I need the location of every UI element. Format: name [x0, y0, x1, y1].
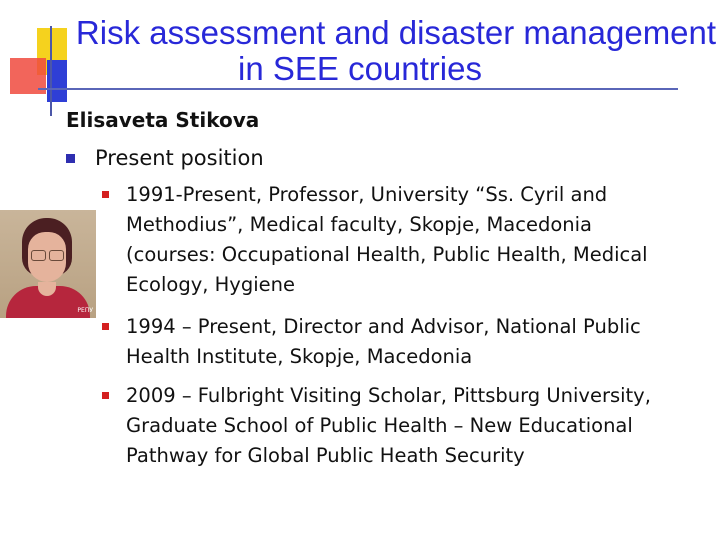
list-item-text: 1994 – Present, Director and Advisor, National Public Health Institute, Skopje, Macedonia — [126, 315, 641, 368]
list-item — [102, 381, 672, 471]
list-item — [102, 180, 672, 300]
slide-title-line1: Risk assessment and disaster management — [75, 14, 717, 51]
square-bullet-icon — [102, 323, 109, 330]
list-item-text: 1991-Present, Professor, University “Ss. Cyril and Methodius”, Medical faculty, Skopje, Macedonia (courses: Occupational Health, Public Health, Medical Ecology, Hygiene — [126, 183, 648, 296]
square-bullet-icon — [66, 154, 75, 163]
square-bullet-icon — [102, 392, 109, 399]
list-item-text: 2009 – Fulbright Visiting Scholar, Pittsburg University, Graduate School of Public Health – New Educational Pathway for Global Public Heath Security — [126, 384, 651, 467]
portrait-photo — [0, 210, 96, 318]
slide-title-line2: in SEE countries — [238, 50, 482, 87]
photo-tag: РЕПУ — [77, 307, 93, 314]
title-underline — [38, 88, 678, 90]
square-bullet-icon — [102, 191, 109, 198]
presenter-name: Elisaveta Stikova — [66, 108, 260, 132]
section-heading — [66, 146, 264, 170]
slide-title — [0, 15, 720, 87]
section-heading-text: Present position — [95, 146, 264, 170]
list-item — [102, 312, 672, 372]
